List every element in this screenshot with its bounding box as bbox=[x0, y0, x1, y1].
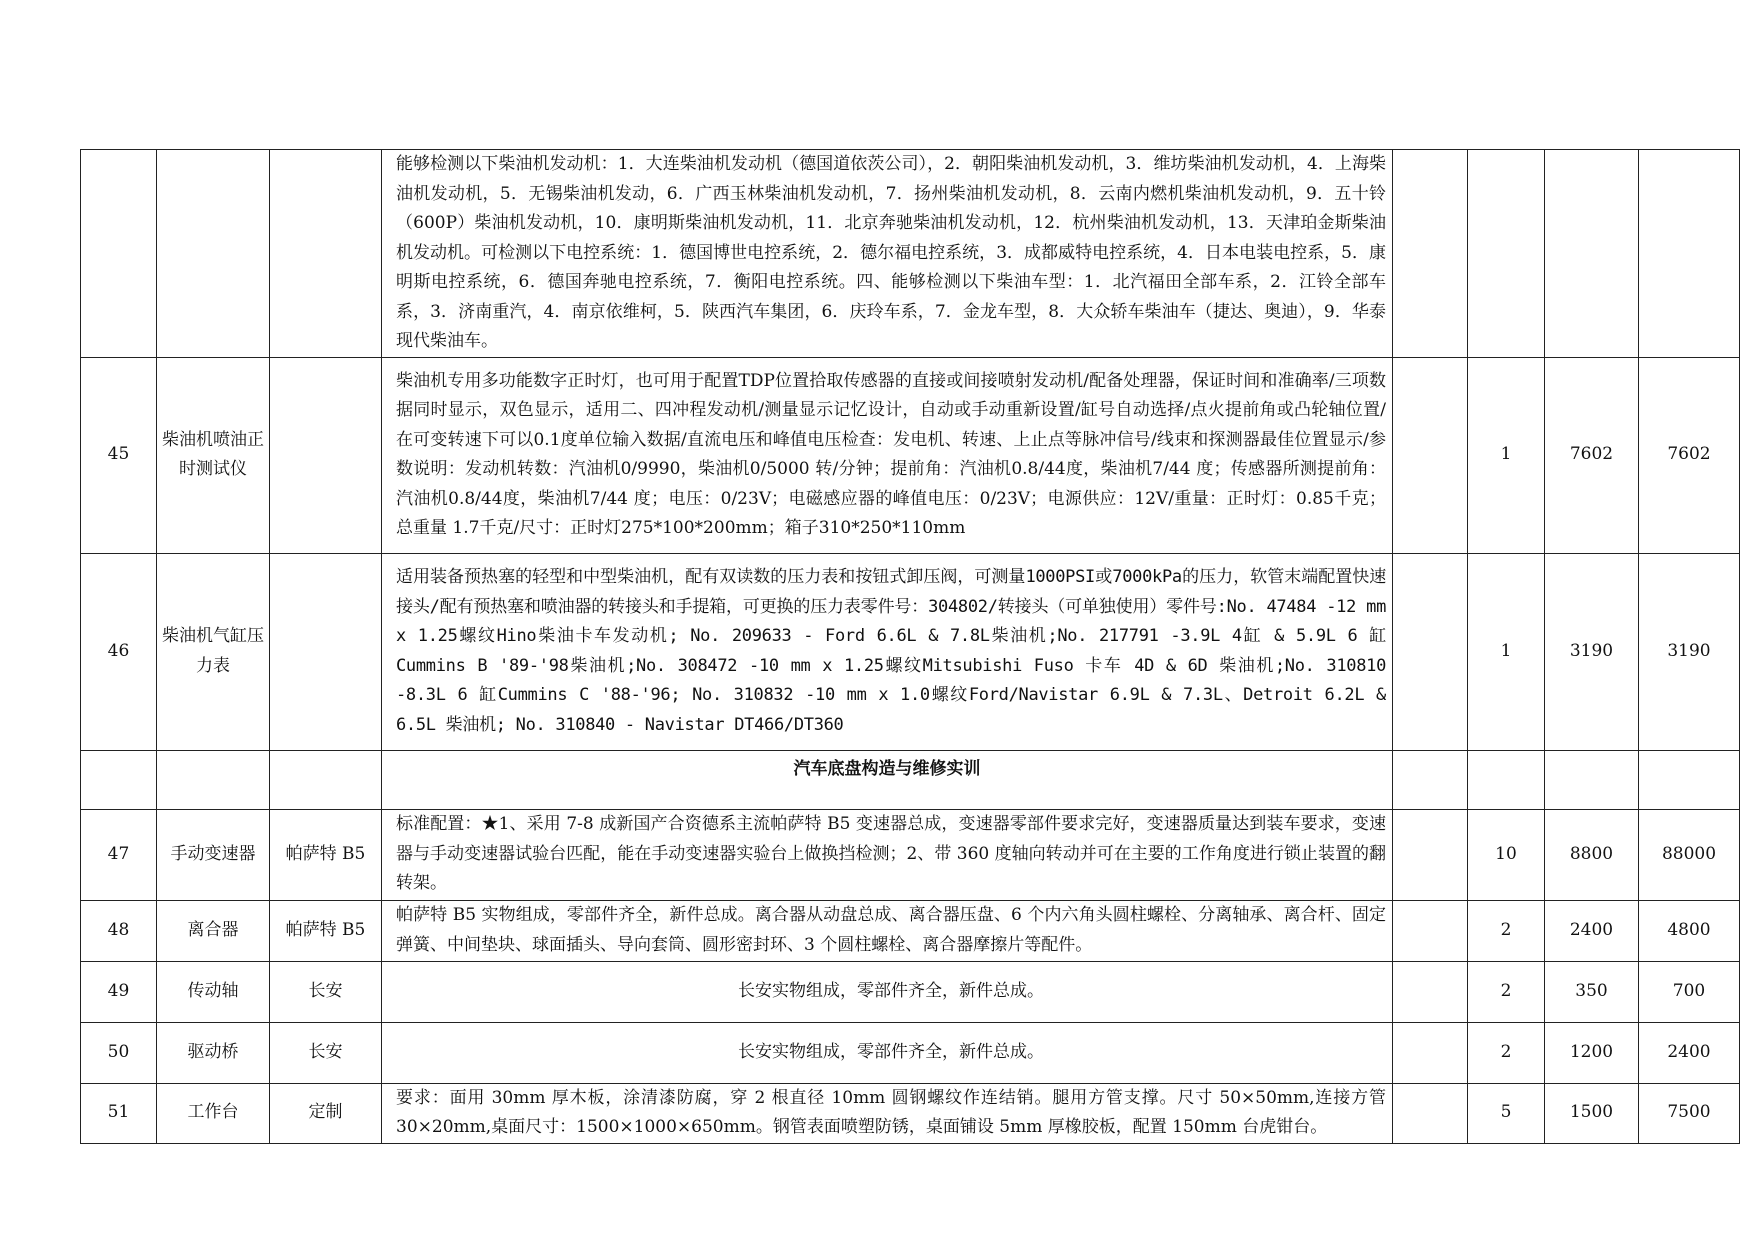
cell-blank bbox=[1393, 900, 1468, 961]
cell-no: 48 bbox=[81, 900, 157, 961]
cell-total: 4800 bbox=[1639, 900, 1740, 961]
cell-no: 46 bbox=[81, 553, 157, 750]
cell-no: 50 bbox=[81, 1022, 157, 1083]
cell-brand: 帕萨特 B5 bbox=[270, 900, 382, 961]
cell-blank bbox=[1393, 1022, 1468, 1083]
cell-brand: 长安 bbox=[270, 961, 382, 1022]
cell-total: 7500 bbox=[1639, 1083, 1740, 1143]
table-row-continuation bbox=[81, 150, 1740, 358]
cell-qty bbox=[1468, 150, 1545, 358]
table-row bbox=[81, 809, 1740, 900]
cell-name: 传动轴 bbox=[157, 961, 270, 1022]
cell-brand bbox=[270, 357, 382, 553]
cell-qty: 10 bbox=[1468, 809, 1545, 900]
cell-price: 1500 bbox=[1545, 1083, 1639, 1143]
cell-total: 700 bbox=[1639, 961, 1740, 1022]
cell-blank bbox=[1393, 357, 1468, 553]
cell-brand bbox=[270, 553, 382, 750]
table-row bbox=[81, 553, 1740, 750]
cell-qty: 2 bbox=[1468, 961, 1545, 1022]
cell-blank bbox=[1393, 961, 1468, 1022]
cell-blank bbox=[1393, 1083, 1468, 1143]
cell-total bbox=[1639, 150, 1740, 358]
cell-description: 长安实物组成，零部件齐全，新件总成。 bbox=[382, 961, 1393, 1022]
table-row bbox=[81, 961, 1740, 1022]
cell-no: 47 bbox=[81, 809, 157, 900]
cell-description: 帕萨特 B5 实物组成，零部件齐全，新件总成。离合器从动盘总成、离合器压盘、6 个内六角头圆柱螺栓、分离轴承、离合杆、固定弹簧、中间垫块、球面插头、导向套筒、圆形密封环、3 个圆柱螺栓、离合器摩擦片等配件。 bbox=[382, 900, 1393, 961]
cell-total bbox=[1639, 750, 1740, 809]
cell-description: 要求：面用 30mm 厚木板，涂清漆防腐，穿 2 根直径 10mm 圆钢螺纹作连结销。腿用方管支撑。尺寸 50×50mm,连接方管 30×20mm,桌面尺寸：1500×1000×650mm。钢管表面喷塑防锈，桌面铺设 5mm 厚橡胶板，配置 150mm 台虎钳台。 bbox=[382, 1083, 1393, 1143]
cell-name: 工作台 bbox=[157, 1083, 270, 1143]
table-row bbox=[81, 357, 1740, 553]
cell-qty: 5 bbox=[1468, 1083, 1545, 1143]
table-row bbox=[81, 1022, 1740, 1083]
table-row bbox=[81, 900, 1740, 961]
cell-total: 3190 bbox=[1639, 553, 1740, 750]
cell-description: 适用装备预热塞的轻型和中型柴油机，配有双读数的压力表和按钮式卸压阀，可测量1000PSI或7000kPa的压力，软管末端配置快速接头/配有预热塞和喷油器的转接头和手提箱，可更换的压力表零件号：304802/转接头（可单独使用）零件号:No. 47484 -12 mm x 1.25螺纹Hino柴油卡车发动机; No. 209633 - Ford 6.6L & 7.8L柴油机;No. 217791 -3.9L 4缸 & 5.9L 6 缸 Cummins B '89-'98柴油机;No. 308472 -10 mm x 1.25螺纹Mitsubishi Fuso 卡车 4D & 6D 柴油机;No. 310810 -8.3L 6 缸Cummins C '88-'96; No. 310832 -10 mm x 1.0螺纹Ford/Navistar 6.9L & 7.3L、Detroit 6.2L & 6.5L 柴油机; No. 310840 - Navistar DT466/DT360 bbox=[382, 553, 1393, 750]
section-header-row bbox=[81, 750, 1740, 809]
cell-no bbox=[81, 150, 157, 358]
cell-qty: 1 bbox=[1468, 357, 1545, 553]
cell-name: 柴油机喷油正时测试仪 bbox=[157, 357, 270, 553]
cell-description: 能够检测以下柴油机发动机：1．大连柴油机发动机（德国道依茨公司），2．朝阳柴油机发动机，3．维坊柴油机发动机，4．上海柴油机发动机，5．无锡柴油机发动，6．广西玉林柴油机发动机，7．扬州柴油机发动机，8．云南内燃机柴油机发动机，9．五十铃（600P）柴油机发动机，10．康明斯柴油机发动机，11．北京奔驰柴油机发动机，12．杭州柴油机发动机，13．天津珀金斯柴油机发动机。可检测以下电控系统：1．德国博世电控系统，2．德尔福电控系统，3．成都威特电控系统，4．日本电装电控系，5．康明斯电控系统，6．德国奔驰电控系统，7．衡阳电控系统。四、能够检测以下柴油车型：1．北汽福田全部车系，2．江铃全部车系，3．济南重汽，4．南京依维柯，5．陕西汽车集团，6．庆玲车系，7．金龙车型，8．大众轿车柴油车（捷达、奥迪），9．华泰现代柴油车。 bbox=[382, 150, 1393, 358]
cell-total: 7602 bbox=[1639, 357, 1740, 553]
cell-brand bbox=[270, 750, 382, 809]
cell-name: 驱动桥 bbox=[157, 1022, 270, 1083]
table-row bbox=[81, 1083, 1740, 1143]
cell-blank bbox=[1393, 750, 1468, 809]
section-title: 汽车底盘构造与维修实训 bbox=[382, 750, 1393, 809]
cell-name: 离合器 bbox=[157, 900, 270, 961]
cell-total: 2400 bbox=[1639, 1022, 1740, 1083]
cell-no: 45 bbox=[81, 357, 157, 553]
cell-name bbox=[157, 750, 270, 809]
cell-name: 手动变速器 bbox=[157, 809, 270, 900]
cell-blank bbox=[1393, 809, 1468, 900]
cell-brand: 帕萨特 B5 bbox=[270, 809, 382, 900]
cell-qty bbox=[1468, 750, 1545, 809]
cell-blank bbox=[1393, 553, 1468, 750]
cell-no bbox=[81, 750, 157, 809]
cell-name bbox=[157, 150, 270, 358]
cell-qty: 2 bbox=[1468, 900, 1545, 961]
cell-price bbox=[1545, 150, 1639, 358]
cell-price: 3190 bbox=[1545, 553, 1639, 750]
cell-price: 1200 bbox=[1545, 1022, 1639, 1083]
cell-price: 350 bbox=[1545, 961, 1639, 1022]
cell-total: 88000 bbox=[1639, 809, 1740, 900]
cell-no: 49 bbox=[81, 961, 157, 1022]
cell-price: 2400 bbox=[1545, 900, 1639, 961]
cell-price: 8800 bbox=[1545, 809, 1639, 900]
cell-brand: 定制 bbox=[270, 1083, 382, 1143]
cell-no: 51 bbox=[81, 1083, 157, 1143]
cell-price bbox=[1545, 750, 1639, 809]
equipment-table bbox=[80, 149, 1740, 1144]
cell-qty: 2 bbox=[1468, 1022, 1545, 1083]
cell-name: 柴油机气缸压力表 bbox=[157, 553, 270, 750]
cell-qty: 1 bbox=[1468, 553, 1545, 750]
cell-description: 长安实物组成，零部件齐全，新件总成。 bbox=[382, 1022, 1393, 1083]
cell-description: 柴油机专用多功能数字正时灯，也可用于配置TDP位置拾取传感器的直接或间接喷射发动机/配备处理器，保证时间和准确率/三项数据同时显示，双色显示，适用二、四冲程发动机/测量显示记忆设计，自动或手动重新设置/缸号自动选择/点火提前角或凸轮轴位置/在可变转速下可以0.1度单位输入数据/直流电压和峰值电压检查：发电机、转速、上止点等脉冲信号/线束和探测器最佳位置显示/参数说明：发动机转数：汽油机0/9990，柴油机0/5000 转/分钟；提前角：汽油机0.8/44度，柴油机7/44 度；传感器所测提前角：汽油机0.8/44度，柴油机7/44 度；电压：0/23V；电磁感应器的峰值电压：0/23V；电源供应：12V/重量：正时灯：0.85千克；总重量 1.7千克/尺寸：正时灯275*100*200mm；箱子310*250*110mm bbox=[382, 357, 1393, 553]
cell-description: 标准配置：★1、采用 7-8 成新国产合资德系主流帕萨特 B5 变速器总成，变速器零部件要求完好，变速器质量达到装车要求，变速器与手动变速器试验台匹配，能在手动变速器实验台上做换挡检测；2、带 360 度轴向转动并可在主要的工作角度进行锁止装置的翻转架。 bbox=[382, 809, 1393, 900]
cell-blank bbox=[1393, 150, 1468, 358]
cell-brand bbox=[270, 150, 382, 358]
cell-brand: 长安 bbox=[270, 1022, 382, 1083]
cell-price: 7602 bbox=[1545, 357, 1639, 553]
